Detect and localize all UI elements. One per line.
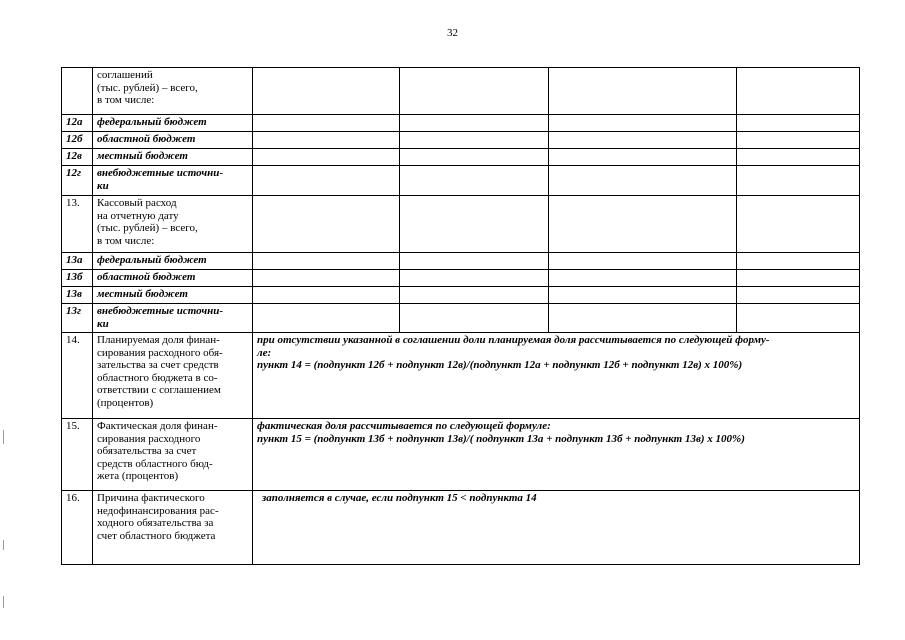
value-cell[interactable] xyxy=(253,115,400,132)
value-cell[interactable] xyxy=(549,149,737,166)
value-cell[interactable] xyxy=(549,68,737,115)
row-label: областной бюджет xyxy=(93,132,253,149)
value-cell[interactable] xyxy=(400,287,549,304)
value-cell[interactable] xyxy=(549,253,737,270)
value-cell[interactable] xyxy=(549,132,737,149)
value-cell[interactable] xyxy=(400,68,549,115)
value-cell[interactable] xyxy=(253,196,400,253)
value-cell[interactable] xyxy=(400,253,549,270)
value-cell[interactable] xyxy=(253,304,400,333)
scan-mark xyxy=(3,540,4,550)
value-cell[interactable] xyxy=(737,304,860,333)
value-cell[interactable] xyxy=(549,304,737,333)
row-number: 14. xyxy=(62,333,93,419)
row-number: 12б xyxy=(62,132,93,149)
row-number: 12г xyxy=(62,166,93,196)
row-label: Планируемая доля финан- сирования расходного обя- зательства за счет средств областного бюджета в со- ответствии с соглашением (процентов) xyxy=(93,333,253,419)
table-row xyxy=(62,287,860,304)
value-cell[interactable] xyxy=(549,196,737,253)
row-label: Фактическая доля финан- сирования расходного обязательства за счет средств областного бюд- жета (процентов) xyxy=(93,419,253,491)
value-cell[interactable] xyxy=(737,132,860,149)
value-cell[interactable] xyxy=(253,166,400,196)
table-row xyxy=(62,419,860,491)
row-number: 13. xyxy=(62,196,93,253)
value-cell[interactable] xyxy=(400,270,549,287)
report-form-table xyxy=(61,67,860,565)
value-cell[interactable] xyxy=(400,132,549,149)
row-number: 13в xyxy=(62,287,93,304)
row-label: федеральный бюджет xyxy=(93,115,253,132)
value-cell[interactable] xyxy=(253,270,400,287)
formula-cell: при отсутствии указанной в соглашении доли планируемая доля рассчитывается по следующей форму- ле: пункт 14 = (подпункт 12б + подпункт 12в)/(подпункт 12а + подпункт 12б + подпункт 12в) х 100%) xyxy=(253,333,860,419)
table-row xyxy=(62,196,860,253)
row-label: соглашений (тыс. рублей) – всего, в том числе: xyxy=(93,68,253,115)
value-cell[interactable] xyxy=(253,68,400,115)
row-label: Кассовый расход на отчетную дату (тыс. рублей) – всего, в том числе: xyxy=(93,196,253,253)
row-number: 15. xyxy=(62,419,93,491)
value-cell[interactable] xyxy=(737,270,860,287)
row-number: 12а xyxy=(62,115,93,132)
value-cell[interactable] xyxy=(737,287,860,304)
value-cell[interactable] xyxy=(737,253,860,270)
value-cell[interactable] xyxy=(549,166,737,196)
table-row xyxy=(62,253,860,270)
row-number: 16. xyxy=(62,491,93,565)
table-row xyxy=(62,115,860,132)
table-row xyxy=(62,166,860,196)
row-label: местный бюджет xyxy=(93,149,253,166)
value-cell[interactable] xyxy=(253,132,400,149)
row-label: внебюджетные источни- ки xyxy=(93,166,253,196)
value-cell[interactable] xyxy=(737,115,860,132)
value-cell[interactable] xyxy=(549,287,737,304)
row-label: местный бюджет xyxy=(93,287,253,304)
row-number: 13а xyxy=(62,253,93,270)
row-number: 13б xyxy=(62,270,93,287)
table-row xyxy=(62,68,860,115)
scan-mark xyxy=(3,430,4,444)
value-cell[interactable] xyxy=(400,166,549,196)
formula-cell: фактическая доля рассчитывается по следующей формуле: пункт 15 = (подпункт 13б + подпункт 13в)/( подпункт 13а + подпункт 13б + подпункт 13в) х 100%) xyxy=(253,419,860,491)
row-label: Причина фактического недофинансирования рас- ходного обязательства за счет областного бюджета xyxy=(93,491,253,565)
row-number xyxy=(62,68,93,115)
row-label: областной бюджет xyxy=(93,270,253,287)
table-row xyxy=(62,270,860,287)
row-number: 12в xyxy=(62,149,93,166)
value-cell[interactable] xyxy=(737,196,860,253)
value-cell[interactable] xyxy=(253,149,400,166)
scan-mark xyxy=(3,596,4,608)
row-label: внебюджетные источни- ки xyxy=(93,304,253,333)
value-cell[interactable] xyxy=(400,196,549,253)
value-cell[interactable] xyxy=(400,115,549,132)
page-number: 32 xyxy=(447,27,458,39)
table-row xyxy=(62,304,860,333)
formula-cell: заполняется в случае, если подпункт 15 < подпункта 14 xyxy=(253,491,860,565)
value-cell[interactable] xyxy=(549,270,737,287)
row-label: федеральный бюджет xyxy=(93,253,253,270)
value-cell[interactable] xyxy=(737,166,860,196)
row-number: 13г xyxy=(62,304,93,333)
value-cell[interactable] xyxy=(737,68,860,115)
value-cell[interactable] xyxy=(253,287,400,304)
table-row xyxy=(62,491,860,565)
value-cell[interactable] xyxy=(549,115,737,132)
table-row xyxy=(62,149,860,166)
table-row xyxy=(62,132,860,149)
value-cell[interactable] xyxy=(400,304,549,333)
table-row xyxy=(62,333,860,419)
value-cell[interactable] xyxy=(400,149,549,166)
value-cell[interactable] xyxy=(737,149,860,166)
value-cell[interactable] xyxy=(253,253,400,270)
